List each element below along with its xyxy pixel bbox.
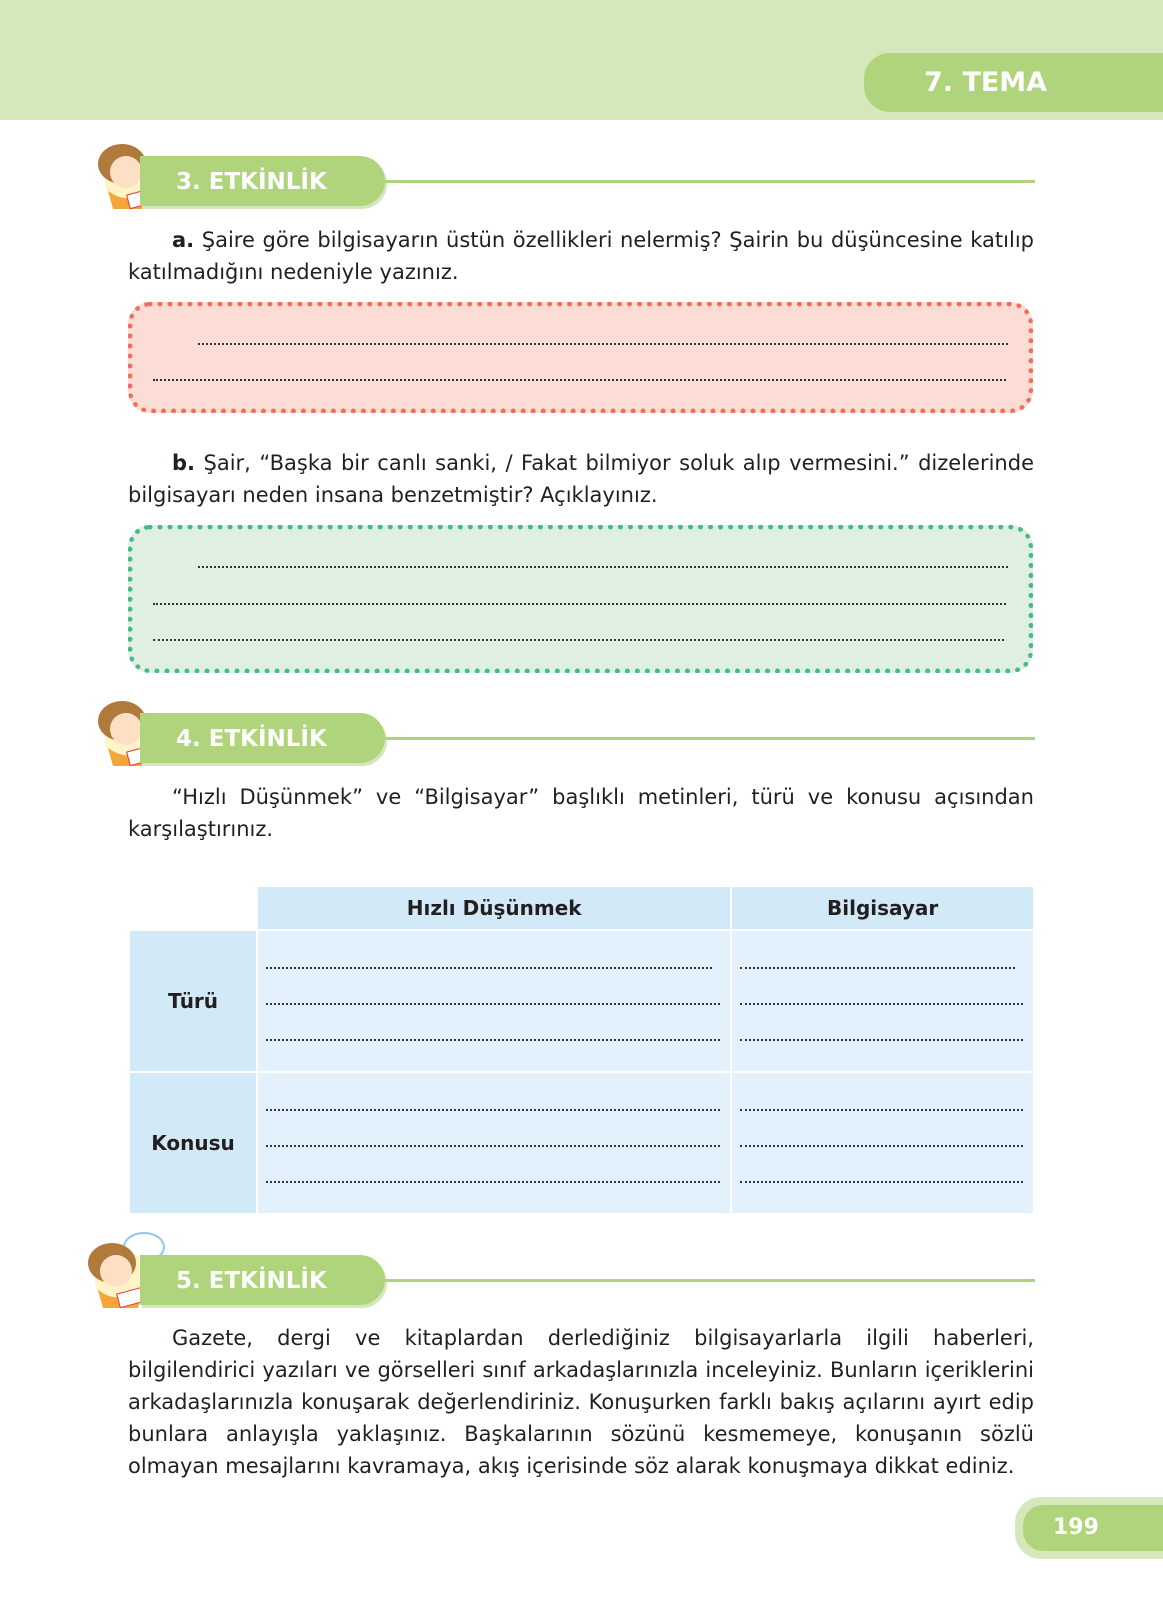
answer-line[interactable] (198, 343, 1008, 345)
answer-box-b[interactable] (128, 525, 1033, 673)
empty-corner (130, 887, 256, 929)
answer-line[interactable] (153, 603, 1006, 605)
answer-line[interactable] (153, 379, 1006, 381)
activity-4-text: “Hızlı Düşünmek” ve “Bilgisayar” başlıklı metinleri, türü ve konusu açısından karşılaştırınız. (128, 785, 1034, 841)
activity-4-heading (80, 713, 1040, 773)
answer-cell[interactable] (258, 1073, 730, 1213)
answer-line[interactable] (198, 566, 1008, 568)
answer-cell[interactable] (732, 931, 1033, 1071)
activity-3-heading (80, 156, 1040, 216)
page-number: 199 (1023, 1505, 1163, 1551)
comparison-table (128, 885, 1035, 1215)
column-header: Hızlı Düşünmek (258, 887, 730, 929)
theme-badge: 7. TEMA (864, 53, 1163, 112)
page-number-badge (1015, 1497, 1163, 1559)
activity-4-title: 4. ETKİNLİK (140, 713, 385, 763)
answer-line[interactable] (153, 639, 1004, 641)
activity-3-title: 3. ETKİNLİK (140, 156, 385, 206)
activity-5-title: 5. ETKİNLİK (140, 1255, 385, 1305)
answer-cell[interactable] (732, 1073, 1033, 1213)
row-header: Türü (130, 931, 256, 1071)
activity-5-text: Gazete, dergi ve kitaplardan derlediğiniz bilgisayarlarla ilgili haberleri, bilgilendirici yazıları ve görselleri sınıf arkadaşlarınızla inceleyiniz. Bunların içeriklerini arkadaşlarınızla konuşarak değerlendiriniz. Konuşurken farklı bakış açılarını ayırt edip bunlara anlayışla yaklaşınız. Başkalarının sözünü kesmemeye, konuşanın sözlü olmayan mesajlarını kavramaya, akış içerisinde söz alarak konuşmaya dikkat ediniz. (128, 1326, 1034, 1478)
answer-cell[interactable] (258, 931, 730, 1071)
divider (385, 737, 1035, 740)
divider (385, 180, 1035, 183)
column-header: Bilgisayar (732, 887, 1033, 929)
divider (385, 1279, 1035, 1282)
question-b: b. Şair, “Başka bir canlı sanki, / Fakat bilmiyor soluk alıp vermesini.” dizelerinde bilgisayarı neden insana benzetmiştir? Açıklayınız. (128, 451, 1034, 507)
activity-5-heading (70, 1255, 1030, 1315)
question-a: a. Şaire göre bilgisayarın üstün özellikleri nelermiş? Şairin bu düşüncesine katılıp katılmadığını nedeniyle yazınız. (128, 228, 1034, 284)
answer-box-a[interactable] (128, 302, 1033, 413)
row-header: Konusu (130, 1073, 256, 1213)
